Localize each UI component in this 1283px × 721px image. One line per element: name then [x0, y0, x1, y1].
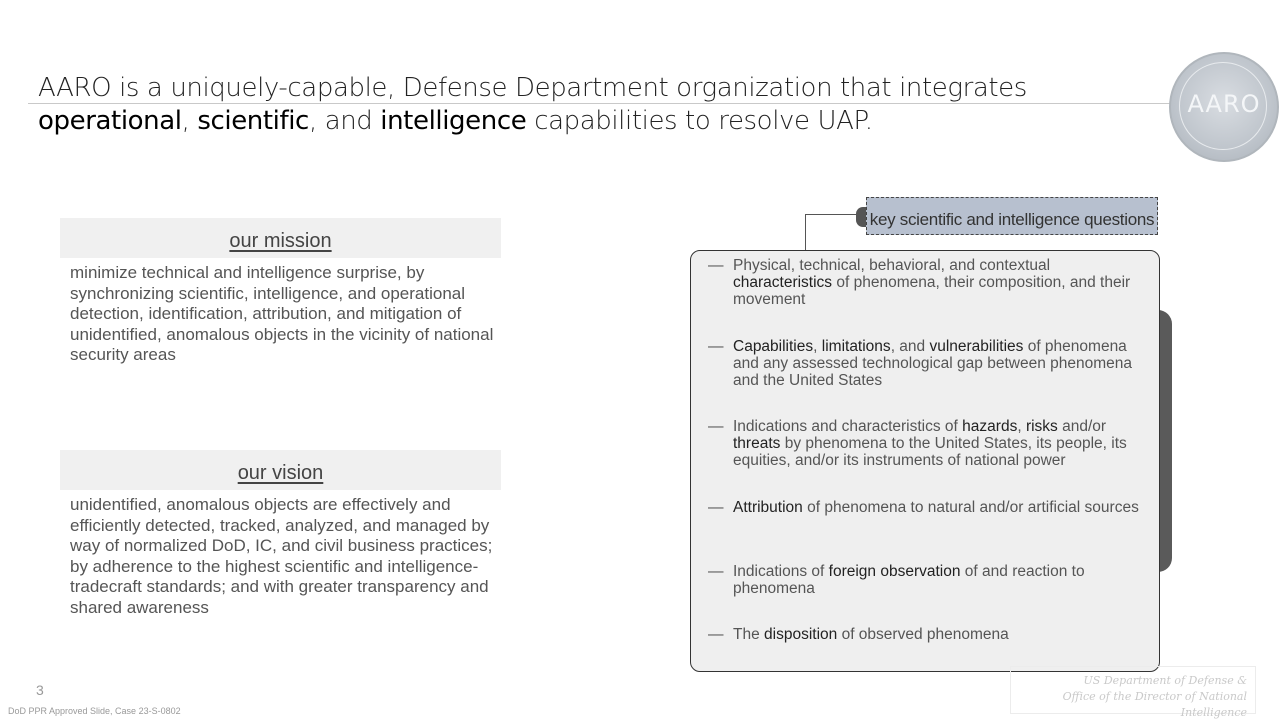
question-keyword: vulnerabilities: [929, 338, 1024, 355]
mission-text: minimize technical and intelligence surprise, by synchronizing scientific, intelligence, and operational detection, identification, attribution, and mitigation of unidentified, anomalous objects in the vicinity of national security areas: [70, 263, 494, 364]
approval-footnote: DoD PPR Approved Slide, Case 23-S-0802: [8, 706, 181, 716]
vision-heading: our vision: [237, 462, 324, 484]
question-text: ,: [813, 338, 822, 355]
title-line-1: AARO is a uniquely-capable, Defense Department organization that integrates: [38, 73, 1027, 103]
question-text: of phenomena and any assessed technological gap between phenomena and the United States: [733, 338, 1132, 389]
question-bullet: —: [708, 338, 724, 355]
question-text: Indications and characteristics of: [733, 418, 963, 435]
question-keyword: Capabilities: [733, 338, 814, 355]
question-item: [733, 563, 1143, 597]
connector-line: [805, 214, 861, 215]
slide-title: [38, 72, 1118, 138]
question-text: by phenomena to the United States, its people, its equities, and/or its instruments of national power: [733, 435, 1127, 469]
question-text: and/or: [1057, 418, 1107, 435]
title-separator: , and: [308, 106, 381, 136]
question-keyword: risks: [1025, 418, 1058, 435]
question-item: [733, 338, 1143, 389]
question-keyword: Attribution: [733, 499, 803, 516]
question-bullet: —: [708, 499, 724, 516]
key-questions-label: key scientific and intelligence questions: [866, 197, 1158, 235]
seal-text: AARO: [1187, 90, 1261, 118]
question-text: The: [733, 626, 765, 643]
vision-heading-bar: [60, 450, 501, 490]
title-keyword-operational: operational: [38, 106, 182, 136]
question-item: [733, 257, 1143, 308]
question-bullet: —: [708, 257, 724, 274]
question-text: of and reaction to phenomena: [733, 563, 1085, 597]
title-separator: ,: [181, 106, 198, 136]
connector-line: [805, 214, 806, 251]
question-item: [733, 626, 1143, 643]
question-text: of phenomena to natural and/or artificial sources: [802, 499, 1139, 516]
question-text: of observed phenomena: [837, 626, 1009, 643]
mission-heading-bar: [60, 218, 501, 258]
question-keyword: characteristics: [733, 274, 833, 291]
question-keyword: limitations: [821, 338, 891, 355]
title-line-2-end: capabilities to resolve UAP.: [526, 106, 873, 136]
question-keyword: foreign observation: [828, 563, 961, 580]
question-text: Physical, technical, behavioral, and contextual: [733, 257, 1051, 274]
title-keyword-scientific: scientific: [197, 106, 309, 136]
question-keyword: disposition: [764, 626, 838, 643]
question-text: ,: [1017, 418, 1026, 435]
page-number: 3: [36, 682, 44, 698]
dod-odni-watermark: [1010, 666, 1256, 719]
question-bullet: —: [708, 563, 724, 580]
title-keyword-intelligence: intelligence: [380, 106, 527, 136]
question-text: , and: [890, 338, 930, 355]
aaro-seal-logo: [1169, 52, 1279, 162]
question-item: [733, 418, 1143, 469]
watermark-line-2: Office of the Director of National Intelligence: [1062, 690, 1247, 719]
question-keyword: threats: [733, 435, 781, 452]
mission-heading: our mission: [229, 230, 332, 252]
question-text: of phenomena, their composition, and their movement: [733, 274, 1131, 308]
question-text: Indications of: [733, 563, 829, 580]
vision-text: unidentified, anomalous objects are effectively and efficiently detected, tracked, analyzed, and managed by way of normalized DoD, IC, and civil business practices; by adherence to the highest scientific and intelligence-tradecraft standards; and with greater transparency and shared awareness: [70, 495, 493, 617]
question-bullet: —: [708, 418, 724, 435]
question-bullet: —: [708, 626, 724, 643]
watermark-line-1: US Department of Defense &: [1083, 674, 1247, 687]
question-item: [733, 499, 1143, 516]
question-keyword: hazards: [962, 418, 1018, 435]
